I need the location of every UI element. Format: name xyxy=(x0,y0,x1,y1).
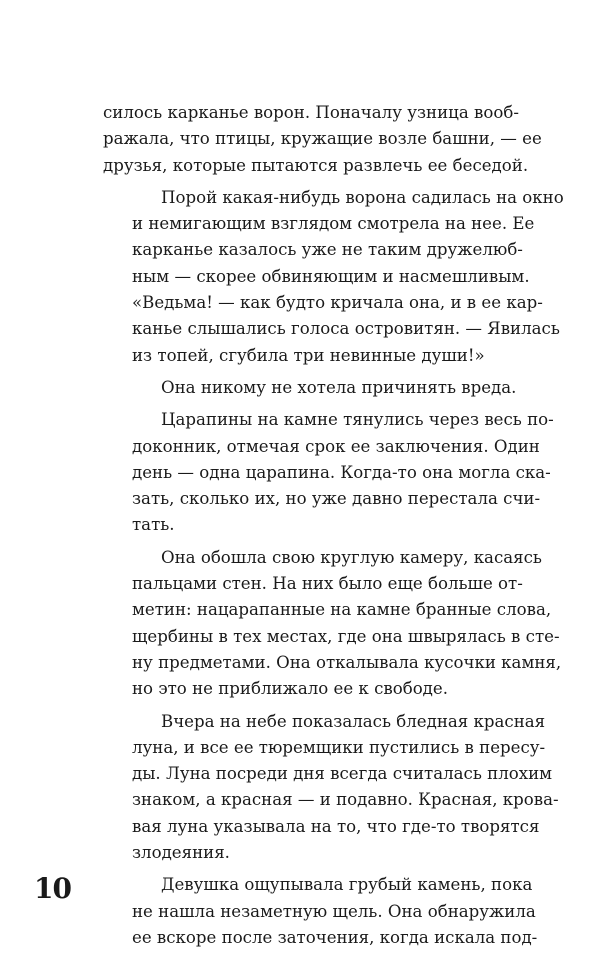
body-text xyxy=(103,100,564,957)
text-line: силось карканье ворон. Поначалу узница вооб- xyxy=(103,103,519,122)
text-line: карканье казалось уже не таким дружелюб- xyxy=(132,240,523,260)
text-line: Порой какая-нибудь ворона садилась на окно xyxy=(161,187,564,207)
paragraph-3 xyxy=(103,375,517,401)
text-line: Она обошла свою круглую камеру, касаясь xyxy=(161,547,542,567)
text-line: Девушка ощупывала грубый камень, пока xyxy=(161,875,533,895)
paragraph-1 xyxy=(103,100,542,179)
text-line: луна, и все ее тюремщики пустились в пересу- xyxy=(132,737,546,757)
text-line: но это не приближало ее к свободе. xyxy=(132,679,448,699)
text-line: не нашла незаметную щель. Она обнаружила xyxy=(132,901,536,921)
text-line: щербины в тех местах, где она швырялась в сте- xyxy=(132,626,560,646)
text-line: знаком, а красная — и подавно. Красная, крова- xyxy=(132,790,559,810)
text-line: тать. xyxy=(132,515,175,535)
text-line: злодеяния. xyxy=(132,843,230,863)
text-line: метин: нацарапанные на камне бранные слова, xyxy=(132,600,552,620)
paragraph-4 xyxy=(103,407,554,538)
paragraph-2 xyxy=(103,185,564,369)
text-line: ну предметами. Она откалывала кусочки камня, xyxy=(132,652,562,672)
text-line: Царапины на камне тянулись через весь по- xyxy=(161,410,554,430)
text-line: ным — скорее обвиняющим и насмешливым. xyxy=(132,266,530,286)
text-line: «Ведьма! — как будто кричала она, и в ее кар- xyxy=(132,293,543,313)
text-line: канье слышались голоса островитян. — Явилась xyxy=(132,319,560,339)
text-line: доконник, отмечая срок ее заключения. Один xyxy=(132,436,540,456)
text-line: из топей, сгубила три невинные души!» xyxy=(132,345,485,365)
text-line: друзья, которые пытаются развлечь ее беседой. xyxy=(103,155,529,175)
text-line: Вчера на небе показалась бледная красная xyxy=(161,711,546,731)
text-line: ражала, что птицы, кружащие возле башни, — ее xyxy=(103,129,542,149)
paragraph-5 xyxy=(103,545,562,703)
text-line: Она никому не хотела причинять вреда. xyxy=(161,377,517,397)
text-line: ды. Луна посреди дня всегда считалась плохим xyxy=(132,764,553,784)
paragraph-6 xyxy=(103,709,559,867)
paragraph-7 xyxy=(103,872,538,951)
text-line: день — одна царапина. Когда-то она могла ска- xyxy=(132,462,551,482)
text-line: и немигающим взглядом смотрела на нее. Ее xyxy=(132,214,535,234)
text-line: зать, сколько их, но уже давно перестала счи- xyxy=(132,489,541,509)
text-line: пальцами стен. На них было еще больше от- xyxy=(132,574,523,594)
page-number: 10 xyxy=(34,872,71,905)
text-line: вая луна указывала на то, что где-то творятся xyxy=(132,816,540,836)
text-line: ее вскоре после заточения, когда искала под- xyxy=(132,927,538,947)
